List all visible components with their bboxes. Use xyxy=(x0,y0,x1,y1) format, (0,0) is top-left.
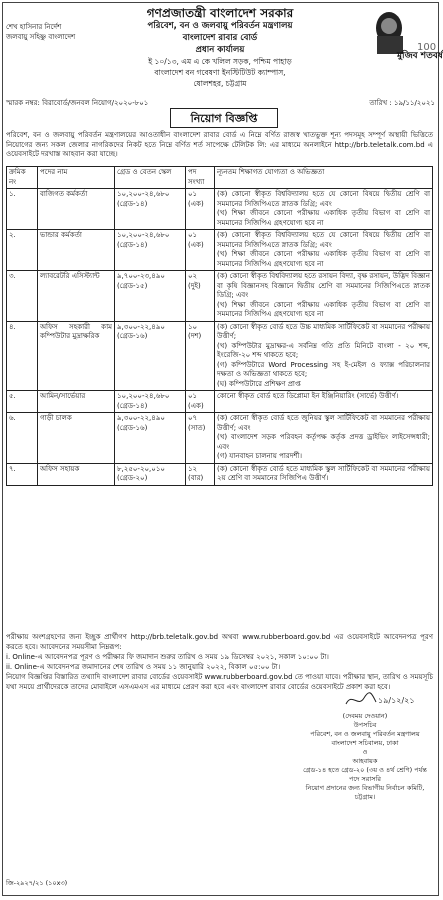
cell-count-line: (সাত) xyxy=(188,423,206,432)
cell-grade xyxy=(115,321,186,391)
cell-post-name-line: অফিস সহকারী কাম কম্পিউটার মুদ্রাক্ষরিক xyxy=(40,322,112,340)
table-row xyxy=(7,271,433,322)
cell-grade-line: (গ্রেড-১৬) xyxy=(117,332,148,340)
signatory-and: ও xyxy=(362,748,368,756)
cell-count-line: (এক) xyxy=(188,401,204,410)
cell-serial xyxy=(7,391,38,413)
cell-qualification xyxy=(215,321,433,391)
header-serial: ক্রমিক নং xyxy=(7,167,38,189)
cell-serial xyxy=(7,230,38,271)
cell-grade xyxy=(115,391,186,413)
signatory-secretariat: বাংলাদেশ সচিবালয়, ঢাকা xyxy=(331,739,399,747)
cell-post-name-line: ল্যাবরেটরি এসিস্ট্যান্ট xyxy=(40,272,100,280)
logo-text: মুজিব শতবর্ষ xyxy=(397,51,443,61)
cell-post-name-line: ভান্ডার কর্মকর্তা xyxy=(40,231,82,239)
slogan-line-2: জলবায়ু সহিষ্ণু বাংলাদেশ xyxy=(6,33,76,41)
cell-post-name xyxy=(38,271,115,322)
cell-serial xyxy=(7,413,38,464)
cell-grade-line: ৯,৭০০-২৩,৪৯০ xyxy=(117,272,165,280)
cell-serial-line: ৬. xyxy=(9,414,16,422)
logo-number: 100 xyxy=(417,42,437,53)
cell-post-name xyxy=(38,391,115,413)
cell-grade-line: ৮,২৫০-২০,০১০ xyxy=(117,464,165,473)
cell-post-name xyxy=(38,463,115,485)
cell-count-line: ১০ xyxy=(188,322,198,331)
mujib-borsho-logo xyxy=(367,6,443,66)
cell-grade-line: (গ্রেড-১৪) xyxy=(117,240,148,249)
cell-grade xyxy=(115,413,186,464)
signatory-designation: উপসচিব xyxy=(353,721,377,729)
signatory-role: আহবায়ক xyxy=(352,757,378,765)
instructions-para-4: নিয়োগ বিজ্ঞপ্তির বিস্তারিত তথ্যাদি বাংলাদেশ রাবার বোর্ডের ওয়েবসাইট www.rubberboard.gov.bd তে পাওয়া যাবে। পরীক্ষার স্থান, তারিখ ও সময়সূচি যথা সময়ে প্রার্থীদেরকে তাদের মোবাইলে এসএমএস এর মাধ্যমে প্রেরণ করা হবে এবং বাংলাদেশ রাবার বোর্ডের ওয়েবসাইটে প্রকাশ করা হবে। xyxy=(6,673,433,691)
table-row xyxy=(7,463,433,485)
cell-qualification xyxy=(215,271,433,322)
address-line-2: বাংলাদেশ বন গবেষণা ইনস্টিটিউট ক্যাম্পাস, xyxy=(154,68,286,77)
cell-post-name-line: বাজিগত কর্মকর্তা xyxy=(40,190,88,198)
application-instructions xyxy=(6,632,433,692)
slogan-line-1: শেখ হাসিনার নির্দেশ xyxy=(6,23,62,31)
cell-qualification-line: (ক) কোনো স্বীকৃত বিশ্ববিদ্যালয় হতে রসায়ন বিদ্যা, বৃক্ষ রসায়ন, উদ্ভিদ বিজ্ঞান বা কৃষি বিজ্ঞানসহ বিজ্ঞানে দ্বিতীয় শ্রেণি বা সমমানের সিজিপিএতে স্নাতক ডিগ্রি; এবং xyxy=(217,272,430,299)
instructions-start-date: i. Online-এ আবেদনপত্র পূরণ ও পরীক্ষার ফি জমাদান শুরুর তারিখ ও সময় ১৯ ডিসেম্বর ২০২১, সকাল ১০:০০ টা। xyxy=(6,653,329,661)
letterhead xyxy=(95,6,345,89)
cell-qualification-line: (খ) শিক্ষা জীবনে কোনো পরীক্ষায় একাধিক তৃতীয় বিভাগ বা শ্রেণি বা সমমানের সিজিপিএ গ্রহণযোগ্য হবে না xyxy=(217,300,430,318)
cell-qualification-line: (গ) যানবাহন চালনায় পারদর্শী। xyxy=(217,452,303,460)
cell-serial xyxy=(7,189,38,230)
cell-qualification-line: (ক) কোনো স্বীকৃত বিশ্ববিদ্যালয় হতে যে কোনো বিষয়ে দ্বিতীয় শ্রেণি বা সমমানের সিজিপিএতে স্নাতক ডিগ্রি; এবং xyxy=(217,190,430,208)
notice-date: তারিখ : ১৯/১১/২০২১ xyxy=(369,99,435,107)
signature-block xyxy=(300,700,430,802)
cell-qualification xyxy=(215,463,433,485)
table-row xyxy=(7,391,433,413)
cell-count-line: ০১ xyxy=(188,392,198,400)
cell-post-name-line: আমিন/সার্ভেয়ার xyxy=(40,392,86,400)
cell-count-line: (দুই) xyxy=(188,281,201,290)
cell-post-name xyxy=(38,321,115,391)
cell-serial xyxy=(7,271,38,322)
memo-number: স্মারক নম্বর: বিরাবোর্ড/জনবল নিয়োগ/২০২০-৮০১ xyxy=(6,99,149,107)
govt-name: গণপ্রজাতন্ত্রী বাংলাদেশ সরকার xyxy=(146,6,294,20)
cell-serial xyxy=(7,463,38,485)
table-row xyxy=(7,189,433,230)
posts-table xyxy=(6,166,433,486)
header-post-name: পদের নাম xyxy=(38,167,115,189)
cell-grade-line: (গ্রেড-১৪) xyxy=(117,401,148,410)
cell-count-line: (এক) xyxy=(188,199,204,208)
instructions-end-date: ii. Online-এ আবেদনপত্র জমাদানের শেষ তারিখ ও সময় ১১ জানুয়ারি ২০২২, বিকাল ০৫:০০ টা। xyxy=(6,663,281,671)
table-header-row xyxy=(7,167,433,189)
cell-serial xyxy=(7,321,38,391)
cell-count xyxy=(186,230,215,271)
cell-serial-line: ১. xyxy=(9,190,16,198)
cell-post-name xyxy=(38,230,115,271)
slogan xyxy=(6,22,96,42)
cell-count xyxy=(186,271,215,322)
table-row xyxy=(7,321,433,391)
table-row xyxy=(7,230,433,271)
cell-count xyxy=(186,321,215,391)
committee-line-1: গ্রেড-১৪ হতে গ্রেড-২০ (৩য় ও ৪র্থ শ্রেণি) পর্যন্ত পদে সরাসরি xyxy=(303,766,427,783)
cell-count-line: ০১ xyxy=(188,231,198,239)
instructions-para-1: পরীক্ষায় অংশগ্রহণের জন্য ইচ্ছুক প্রার্থীগণ http://brb.teletalk.gov.bd অথবা www.rubberboard.gov.bd এর ওয়েবসাইটে আবেদনপত্র পূরণ করতে হবে। আবেদনের সময়সীমা নিম্নরূপ: xyxy=(6,633,433,651)
cell-serial-line: ৩. xyxy=(9,272,16,280)
cell-count-line: (এক) xyxy=(188,240,204,249)
cell-grade xyxy=(115,271,186,322)
cell-serial-line: ২. xyxy=(9,231,16,239)
cell-qualification-line: (ক) কোনো স্বীকৃত বোর্ড হতে উচ্চ মাধ্যমিক সার্টিফিকেট বা সমমানের পরীক্ষায় উত্তীর্ণ; xyxy=(217,322,430,340)
cell-qualification xyxy=(215,391,433,413)
header-grade: গ্রেড ও বেতন স্কেল xyxy=(115,167,186,189)
cell-grade-line: ১০,২০০-২৪,৬৮০ xyxy=(117,392,170,400)
cell-count-line: ১২ xyxy=(188,464,198,473)
address-line-1: ই ১০/১৩, এম এ কে খলিল সড়ক, পশ্চিম পাহাড় xyxy=(148,57,292,66)
board-name: বাংলাদেশ রাবার বোর্ড xyxy=(182,33,258,43)
cell-grade-line: ১০,২০০-২৪,৬৮০ xyxy=(117,190,170,198)
advert-ref: জি-২৯২৭/২১ (১০x৩) xyxy=(6,879,68,887)
cell-qualification-line: কোনো স্বীকৃত বোর্ড হতে ডিপ্লোমা ইন ইঞ্জিনিয়ারিং (সার্ভে) উত্তীর্ণ। xyxy=(217,392,399,400)
signatory-name: (দেবময় দেওয়ান) xyxy=(342,712,388,720)
header-count: পদ সংখ্যা xyxy=(186,167,215,189)
cell-qualification-line: (ক) কোনো স্বীকৃত বোর্ড হতে জুনিয়র স্কুল সার্টিফিকেট বা সমমানের পরীক্ষায় উত্তীর্ণ; এবং xyxy=(217,414,430,432)
cell-qualification xyxy=(215,230,433,271)
cell-grade-line: ১০,২০০-২৪,৬৮০ xyxy=(117,231,170,239)
cell-post-name xyxy=(38,189,115,230)
cell-qualification xyxy=(215,189,433,230)
cell-grade-line: (গ্রেড-১৬) xyxy=(117,423,148,432)
cell-qualification-line: (খ) শিক্ষা জীবনে কোনো পরীক্ষায় একাধিক তৃতীয় বিভাগ বা শ্রেণি বা সমমানের সিজিপিএ গ্রহণযোগ্য হবে না xyxy=(217,250,430,268)
cell-qualification-line: (ক) কোনো স্বীকৃত বিশ্ববিদ্যালয় হতে যে কোনো বিষয়ে দ্বিতীয় শ্রেণি বা সমমানের সিজিপিএতে স্নাতক ডিগ্রি; এবং xyxy=(217,231,430,249)
cell-count xyxy=(186,413,215,464)
cell-grade-line: ৯,৩০০-২২,৪৯০ xyxy=(117,414,165,422)
cell-grade-line: (গ্রেড-১৫) xyxy=(117,281,148,290)
cell-qualification-line: (খ) শিক্ষা জীবনে কোনো পরীক্ষায় একাধিক তৃতীয় বিভাগ বা শ্রেণি বা সমমানের সিজিপিএ গ্রহণযোগ্য হবে না xyxy=(217,209,430,227)
cell-grade xyxy=(115,463,186,485)
committee-line-2: নিয়োগ প্রদানের জন্য বিভাগীয় নির্বাচন কমিটি, চট্টগ্রাম। xyxy=(305,784,425,801)
cell-count-line: ০২ xyxy=(188,272,198,280)
page-title: নিয়োগ বিজ্ঞপ্তি xyxy=(170,108,278,128)
cell-post-name xyxy=(38,413,115,464)
cell-grade xyxy=(115,230,186,271)
cell-count-line: ০১ xyxy=(188,190,198,198)
table-row xyxy=(7,413,433,464)
cell-count xyxy=(186,189,215,230)
cell-serial-line: ৪. xyxy=(9,322,16,331)
office-name: প্রধান কার্যালয় xyxy=(195,45,245,55)
cell-grade xyxy=(115,189,186,230)
cell-serial-line: ৭. xyxy=(9,464,16,473)
cell-grade-line: (গ্রেড-২০) xyxy=(117,474,148,482)
cell-post-name-line: অফিস সহায়ক xyxy=(40,464,80,473)
cell-qualification xyxy=(215,413,433,464)
cell-qualification-line: (ক) কোনো স্বীকৃত বোর্ড হতে মাধ্যমিক স্কুল সার্টিফিকেট বা সমমানের পরীক্ষায় ২য় শ্রেণি বা সমমানের সিজিপিএ উত্তীর্ণ। xyxy=(217,464,430,482)
cell-qualification-line: (খ) কম্পিউটার মুদ্রাক্ষর-এ সর্বনিম্ন গতি প্রতি মিনিটে বাংলা - ২০ শব্দ, ইংরেজি-২০ শব্দ থাকতে হবে; xyxy=(217,341,430,359)
cell-grade-line: ৯,৩০০-২২,৪৯০ xyxy=(117,322,165,331)
cell-count xyxy=(186,391,215,413)
header-qualification: ন্যূনতম শিক্ষাগত যোগ্যতা ও অভিজ্ঞতা xyxy=(215,167,433,189)
cell-serial-line: ৫. xyxy=(9,392,16,400)
cell-count xyxy=(186,463,215,485)
ministry-name: পরিবেশ, বন ও জলবায়ু পরিবর্তন মন্ত্রণালয় xyxy=(147,21,293,31)
signatory-ministry: পরিবেশ, বন ও জলবায়ু পরিবর্তন মন্ত্রণালয় xyxy=(310,730,420,738)
cell-qualification-line: (গ) কম্পিউটারে Word Processing সহ ই-মেইল ও ফ্যাক্স পরিচালনার দক্ষতা ও অভিজ্ঞতা থাকতে হবে; xyxy=(217,360,430,378)
intro-paragraph: পরিবেশ, বন ও জলবায়ু পরিবর্তন মন্ত্রণালয়ের আওতাধীন বাংলাদেশ রাবার বোর্ড এ নিম্নে বর্ণিত রাজস্ব খাতভুক্ত শূন্য পদসমূহ সম্পূর্ণ অস্থায়ী ভিত্তিতে নিয়োগের জন্য সকল জেলার নাগরিকদের নিকট হতে নিম্নে বর্ণিত শর্ত সাপেক্ষে টেলিটক লি: এর মাধ্যমে অনলাইনে http://brb.teletalk.com.bd এ ওয়েবসাইটে দরখাস্ত আহবান করা যাচ্ছে। xyxy=(6,131,433,158)
cell-count-line: ০৭ xyxy=(188,414,198,422)
cell-post-name-line: গাড়ী চালক xyxy=(40,414,72,422)
cell-count-line: (দশ) xyxy=(188,332,202,340)
signature-date: ১৯/১২/২১ xyxy=(378,696,415,705)
cell-count-line: (বার) xyxy=(188,474,204,482)
address-line-3: ষোলশহর, চট্টগ্রাম xyxy=(193,79,247,88)
cell-qualification-line: (ঘ) কম্পিউটারে প্রশিক্ষণ প্রাপ্ত xyxy=(217,379,301,388)
cell-grade-line: (গ্রেড-১৪) xyxy=(117,199,148,208)
cell-qualification-line: (খ) বাংলাদেশ সড়ক পরিবহন কর্তৃপক্ষ কর্তৃক প্রদত্ত ড্রাইভিং লাইসেন্সধারী; এবং xyxy=(217,433,430,451)
